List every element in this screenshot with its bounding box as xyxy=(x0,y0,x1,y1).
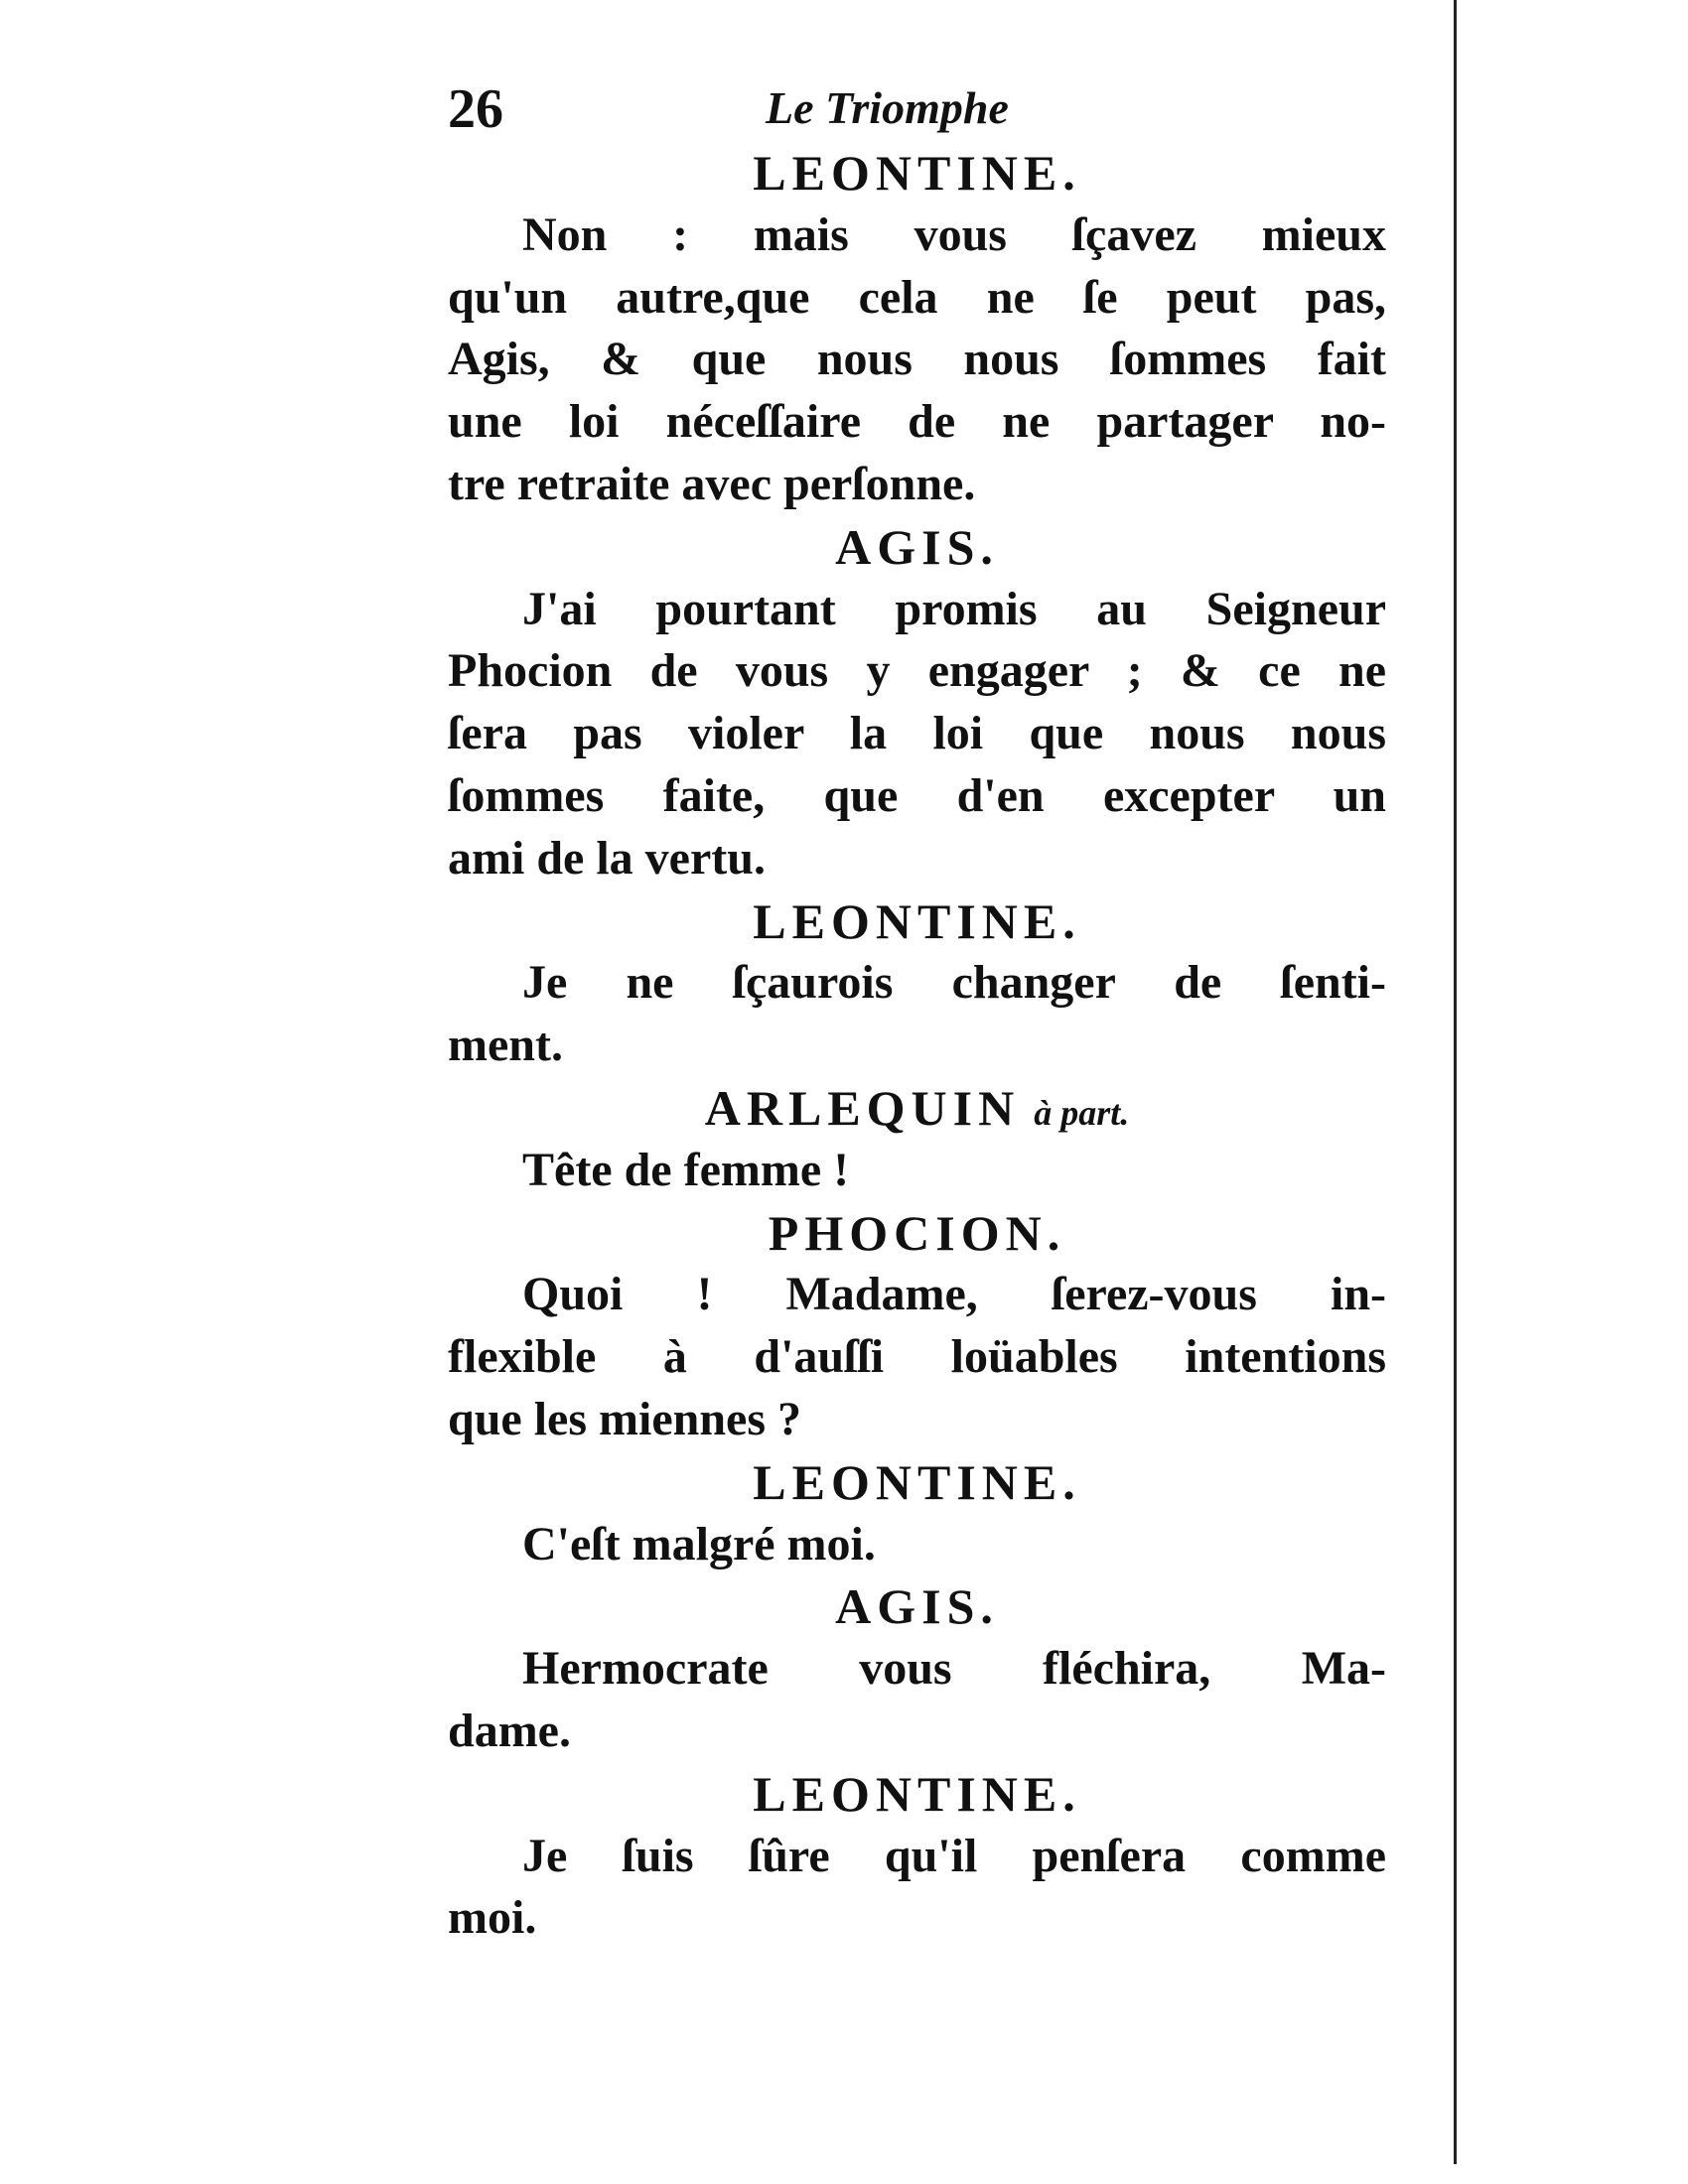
speaker-label: PHOCION. xyxy=(768,1205,1066,1261)
speaker-label: LEONTINE. xyxy=(753,145,1081,201)
speech-line: C'eſt malgré moi. xyxy=(522,1518,876,1570)
speaker-label: LEONTINE. xyxy=(753,1454,1081,1510)
speech-line: J'ai pourtant promis au Seigneur xyxy=(522,583,1386,635)
speech-line: ami de la vertu. xyxy=(448,832,766,885)
speaker-label: AGIS. xyxy=(835,519,999,575)
speaker-name xyxy=(448,1575,1386,1637)
speech-line: que les miennes ? xyxy=(448,1393,802,1445)
speech-line: Hermocrate vous fléchira, Ma- xyxy=(522,1642,1386,1695)
speaker-name xyxy=(448,1077,1386,1139)
speech-line: Agis, & que nous nous ſommes fait xyxy=(448,333,1386,385)
speech-line: flexible à d'auſſi loüables intentions xyxy=(448,1330,1386,1383)
speech-line: moi. xyxy=(448,1891,537,1944)
speech-line: Non : mais vous ſçavez mieux xyxy=(522,208,1386,261)
speech-line: Je ſuis ſûre qu'il penſera comme xyxy=(522,1830,1386,1882)
speaker-label: ARLEQUIN xyxy=(704,1080,1021,1136)
speaker-name xyxy=(448,516,1386,578)
speech-line: ſera pas violer la loi que nous nous xyxy=(448,707,1386,759)
speech-line: Quoi ! Madame, ſerez-vous in- xyxy=(522,1268,1386,1320)
speaker-name xyxy=(448,1202,1386,1264)
page-edge-line xyxy=(1454,0,1457,2164)
speech-line: ment. xyxy=(448,1019,563,1071)
stage-direction: à part. xyxy=(1034,1093,1130,1133)
speech-line: qu'un autre,que cela ne ſe peut pas, xyxy=(448,271,1386,324)
speech-line: tre retraite avec perſonne. xyxy=(448,458,976,510)
speech-line: Tête de femme ! xyxy=(522,1144,850,1196)
speech-line: dame. xyxy=(448,1705,571,1757)
speaker-name xyxy=(448,1763,1386,1825)
page-number: 26 xyxy=(448,78,503,140)
speech-line: Je ne ſçaurois changer de ſenti- xyxy=(522,956,1386,1009)
speaker-label: LEONTINE. xyxy=(753,893,1081,949)
speaker-name xyxy=(448,1451,1386,1513)
page-header xyxy=(448,77,1386,140)
speech-line: ſommes faite, que d'en excepter un xyxy=(448,769,1386,822)
speaker-label: AGIS. xyxy=(835,1578,999,1634)
speaker-name xyxy=(448,142,1386,204)
speech-line: Phocion de vous y engager ; & ce ne xyxy=(448,644,1386,697)
speaker-name xyxy=(448,890,1386,952)
running-title: Le Triomphe xyxy=(766,82,1009,133)
speaker-label: LEONTINE. xyxy=(753,1766,1081,1822)
speech-line: une loi néceſſaire de ne partager no- xyxy=(448,395,1386,448)
